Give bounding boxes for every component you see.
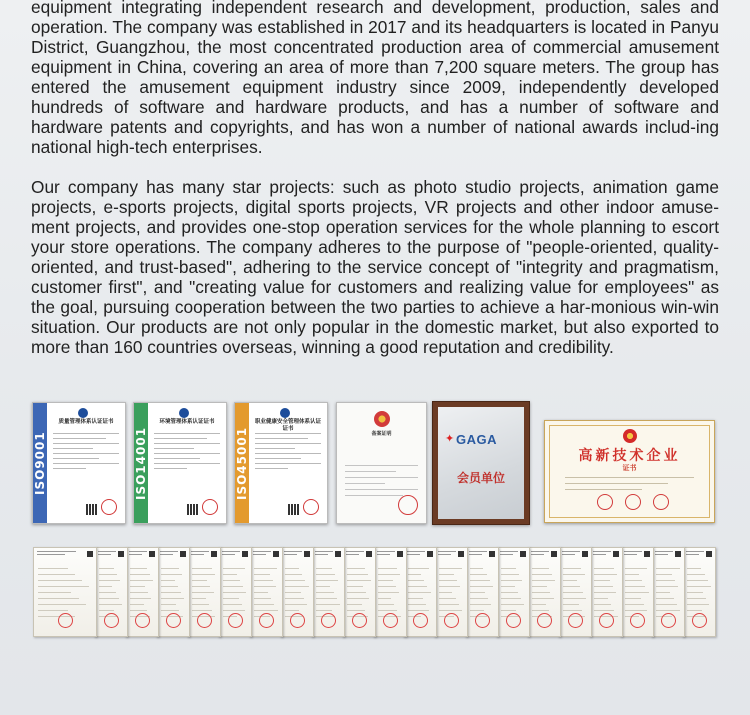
qr-code-icon xyxy=(675,551,681,557)
gaga-brand: GAGA xyxy=(456,432,497,447)
patent-certificate xyxy=(342,547,376,637)
filing-certificate xyxy=(336,402,427,524)
qr-code-icon xyxy=(489,551,495,557)
patent-certificate xyxy=(558,547,592,637)
seal-icon xyxy=(692,613,707,628)
seal-icon xyxy=(599,613,614,628)
qr-code-icon xyxy=(458,551,464,557)
qr-code-icon xyxy=(520,551,526,557)
patent-certificate xyxy=(249,547,283,637)
seal-icon xyxy=(321,613,336,628)
patent-certificate xyxy=(125,547,159,637)
high-tech-enterprise-certificate xyxy=(544,420,715,523)
qr-code-icon xyxy=(644,551,650,557)
patent-certificate xyxy=(187,547,221,637)
national-emblem-icon xyxy=(623,429,637,443)
intro-paragraph-1: equipment integrating independent research and development, production, sales and operation. The company was established in 2017 and its headquarters is located in Panyu District, Guangzhou, the most concentrated production area of commercial amusement equipment in China, covering an area of more than 7,200 square meters. The group has entered the amusement equipment industry since 2009, independently developed hundreds of software and hardware products, and has a number of software and hardware patents and copyrights, and has won a number of national awards includ-ing national high-tech enterprises. xyxy=(31,0,719,157)
patent-certificate xyxy=(682,547,716,637)
qr-code-icon xyxy=(86,504,97,515)
seal-icon xyxy=(625,494,641,510)
national-emblem-icon xyxy=(374,411,390,427)
patent-certificate xyxy=(651,547,685,637)
patent-certificate xyxy=(620,547,654,637)
qr-code-icon xyxy=(706,551,712,557)
certificate-subtitle: 证书 xyxy=(622,464,637,472)
patent-certificate xyxy=(403,547,437,637)
seal-icon xyxy=(506,613,521,628)
qr-code-icon xyxy=(273,551,279,557)
certificate-title: 职业健康安全管理体系认证证书 xyxy=(254,419,321,432)
seal-icon xyxy=(104,613,119,628)
patent-certificate xyxy=(311,547,345,637)
seal-icon xyxy=(398,495,418,515)
patent-certificate xyxy=(280,547,314,637)
certificate-title: 环境管理体系认证证书 xyxy=(159,419,215,425)
patent-certificate xyxy=(94,547,128,637)
qr-code-icon xyxy=(582,551,588,557)
iso45001-certificate xyxy=(234,402,328,524)
seal-icon xyxy=(352,613,367,628)
seal-icon xyxy=(661,613,676,628)
seal-icon xyxy=(597,494,613,510)
certification-logo-icon xyxy=(179,408,189,418)
seal-icon xyxy=(413,613,428,628)
certificate-title: 质量管理体系认证证书 xyxy=(58,419,114,425)
seal-icon xyxy=(303,499,319,515)
patent-certificate xyxy=(373,547,407,637)
qr-code-icon xyxy=(335,551,341,557)
iso14001-certificate xyxy=(133,402,227,524)
patent-certificate xyxy=(496,547,530,637)
seal-icon xyxy=(630,613,645,628)
gaga-member-plaque xyxy=(432,401,530,525)
seal-icon xyxy=(537,613,552,628)
seal-icon xyxy=(202,499,218,515)
seal-icon xyxy=(197,613,212,628)
seal-icon xyxy=(58,613,73,628)
iso-code-label: ISO45001 xyxy=(235,426,249,500)
intro-paragraph-2: Our company has many star projects: such as photo studio projects, animation game projects, e-sports projects, digital sports projects, VR projects and other indoor amuse-ment projects, and provides one-stop operation services for the whole planning to escort your store operations. The company adheres to the purpose of "people-oriented, quality-oriented, and trust-based", adhering to the service concept of "integrity and pragmatism, customer first", and "creating value for customers and realizing value for employees" as the goal, pursuing cooperation between the two parties to achieve a har-monious win-win situation. Our products are not only popular in the domestic market, but also exported to more than 160 countries overseas, winning a good reputation and credibility. xyxy=(31,177,719,357)
seal-icon xyxy=(444,613,459,628)
iso9001-certificate xyxy=(32,402,126,524)
qr-code-icon xyxy=(551,551,557,557)
qr-code-icon xyxy=(304,551,310,557)
patent-certificate xyxy=(218,547,252,637)
certificate-title: 高新技术企业 xyxy=(578,448,681,464)
patent-certificate xyxy=(589,547,623,637)
patent-certificates-strip xyxy=(33,547,716,637)
certificate-title: 备案证明 xyxy=(371,431,392,437)
qr-code-icon xyxy=(427,551,433,557)
patent-certificate xyxy=(156,547,190,637)
seal-icon xyxy=(101,499,117,515)
seal-icon xyxy=(475,613,490,628)
qr-code-icon xyxy=(187,504,198,515)
patent-certificate xyxy=(527,547,561,637)
qr-code-icon xyxy=(242,551,248,557)
iso-code-label: ISO9001 xyxy=(33,431,47,495)
qr-code-icon xyxy=(397,551,403,557)
seal-icon xyxy=(228,613,243,628)
seal-icon xyxy=(383,613,398,628)
seal-icon xyxy=(290,613,305,628)
seal-icon xyxy=(166,613,181,628)
seal-icon xyxy=(568,613,583,628)
qr-code-icon xyxy=(613,551,619,557)
qr-code-icon xyxy=(87,551,93,557)
certification-logo-icon xyxy=(78,408,88,418)
seal-icon xyxy=(259,613,274,628)
patent-certificate xyxy=(465,547,499,637)
qr-code-icon xyxy=(288,504,299,515)
gaga-logo-icon: ✦ xyxy=(445,433,455,445)
certification-logo-icon xyxy=(280,408,290,418)
qr-code-icon xyxy=(366,551,372,557)
qr-code-icon xyxy=(149,551,155,557)
qr-code-icon xyxy=(180,551,186,557)
qr-code-icon xyxy=(118,551,124,557)
member-unit-label: 会员单位 xyxy=(456,471,505,485)
iso-code-label: ISO14001 xyxy=(134,426,148,500)
seal-icon xyxy=(653,494,669,510)
patent-certificate xyxy=(434,547,468,637)
seal-icon xyxy=(135,613,150,628)
qr-code-icon xyxy=(211,551,217,557)
patent-certificate xyxy=(33,547,97,637)
